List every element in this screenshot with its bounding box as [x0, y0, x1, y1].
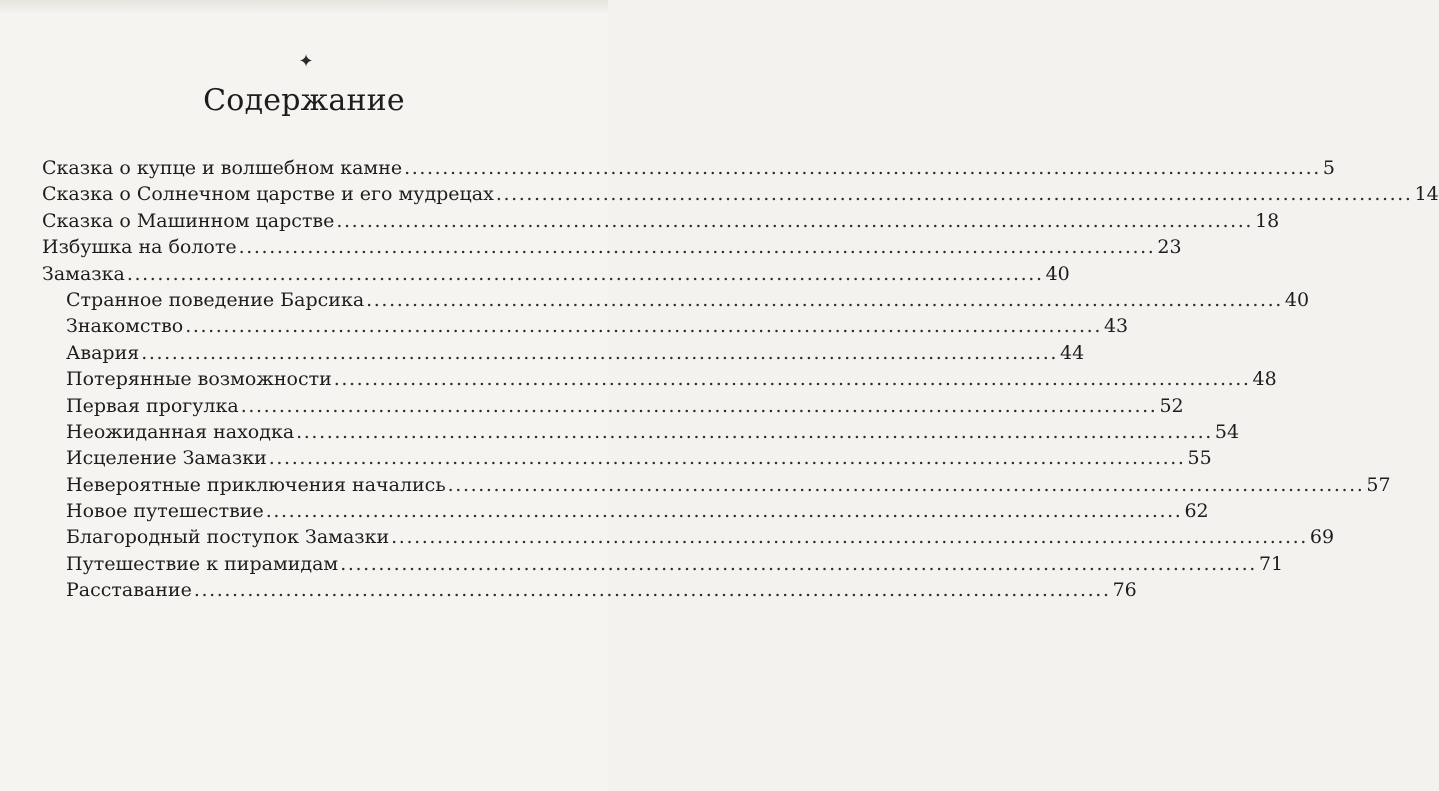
page-top-shadow — [0, 0, 608, 14]
toc-entry-page: 57 — [1366, 473, 1391, 496]
toc-leader-dots: ........................................................................................................................ — [265, 500, 1183, 523]
toc-leader-dots: ........................................................................................................................ — [336, 209, 1254, 232]
toc-subentry — [42, 524, 1335, 550]
toc-leader-dots: ........................................................................................................................ — [185, 315, 1102, 338]
toc-leader-dots: ........................................................................................................................ — [366, 288, 1283, 311]
toc-entry-label: Исцеление Замазки — [66, 447, 267, 470]
toc-leader-dots: ........................................................................................................................ — [193, 579, 1111, 602]
toc-entry-page: 54 — [1214, 420, 1240, 443]
toc-entry-label: Странное поведение Барсика — [66, 288, 365, 311]
toc-entry-page: 40 — [1284, 288, 1310, 311]
page-title: Содержание — [203, 83, 405, 118]
table-of-contents — [42, 155, 1439, 604]
toc-entry-page: 23 — [1157, 236, 1182, 259]
toc-entry — [42, 181, 1439, 207]
toc-subentry — [42, 366, 1277, 392]
toc-subentry — [42, 577, 1137, 603]
toc-leader-dots: ........................................................................................................................ — [391, 526, 1308, 549]
toc-subentry — [42, 445, 1212, 471]
toc-entry-label: Замазка — [42, 262, 125, 285]
toc-entry-page: 5 — [1322, 157, 1335, 179]
toc-entry-page: 62 — [1184, 500, 1209, 523]
toc-entry-label: Новое путешествие — [66, 500, 264, 523]
toc-entry-page: 18 — [1255, 209, 1280, 232]
toc-subentry — [42, 498, 1209, 524]
toc-entry-label: Расставание — [66, 579, 192, 602]
toc-leader-dots: ........................................................................................................................ — [240, 394, 1158, 417]
toc-leader-dots: ........................................................................................................................ — [404, 157, 1321, 179]
toc-entry-label: Потерянные возможности — [66, 368, 332, 391]
toc-entry — [42, 261, 1070, 287]
toc-entry-page: 71 — [1258, 552, 1284, 575]
toc-subentry — [42, 313, 1129, 339]
toc-entry-page: 52 — [1159, 394, 1184, 417]
toc-subentry — [42, 472, 1391, 498]
toc-entry-page: 76 — [1112, 579, 1137, 602]
toc-entry-label: Благородный поступок Замазки — [66, 526, 390, 549]
toc-subentry — [42, 340, 1085, 366]
toc-entry-label: Путешествие к пирамидам — [66, 552, 339, 575]
toc-entry-label: Сказка о купце и волшебном камне — [42, 157, 403, 179]
toc-entry — [42, 208, 1280, 234]
toc-entry — [42, 155, 1335, 181]
toc-entry-page: 55 — [1187, 447, 1212, 470]
toc-entry-label: Невероятные приключения начались — [66, 473, 446, 496]
toc-leader-dots: ........................................................................................................................ — [268, 447, 1186, 470]
toc-entry-label: Избушка на болоте — [42, 236, 237, 259]
ornament-icon: ✦ — [298, 51, 314, 72]
toc-subentry — [42, 551, 1284, 577]
toc-subentry — [42, 287, 1310, 313]
toc-entry-page: 48 — [1252, 368, 1277, 391]
toc-entry-label: Неожиданная находка — [66, 420, 295, 443]
toc-entry-page: 69 — [1309, 526, 1335, 549]
toc-entry-label: Первая прогулка — [66, 394, 239, 417]
toc-entry-page: 43 — [1103, 315, 1129, 338]
toc-leader-dots: ........................................................................................................................ — [495, 183, 1413, 206]
toc-entry-label: Сказка о Машинном царстве — [42, 209, 335, 232]
toc-leader-dots: ........................................................................................................................ — [447, 473, 1365, 496]
toc-leader-dots: ........................................................................................................................ — [238, 236, 1156, 259]
toc-leader-dots: ........................................................................................................................ — [296, 420, 1213, 443]
toc-leader-dots: ........................................................................................................................ — [141, 341, 1058, 364]
toc-leader-dots: ........................................................................................................................ — [333, 368, 1251, 391]
toc-leader-dots: ........................................................................................................................ — [126, 262, 1044, 285]
toc-entry-label: Сказка о Солнечном царстве и его мудрецах — [42, 183, 494, 206]
toc-entry-page: 40 — [1045, 262, 1070, 285]
toc-leader-dots: ........................................................................................................................ — [340, 552, 1257, 575]
toc-entry-label: Знакомство — [66, 315, 184, 338]
toc-entry — [42, 234, 1182, 260]
toc-entry-page: 44 — [1059, 341, 1085, 364]
toc-entry-page: 14 — [1414, 183, 1439, 206]
toc-subentry — [42, 419, 1240, 445]
toc-entry-label: Авария — [66, 341, 140, 364]
toc-subentry — [42, 393, 1184, 419]
